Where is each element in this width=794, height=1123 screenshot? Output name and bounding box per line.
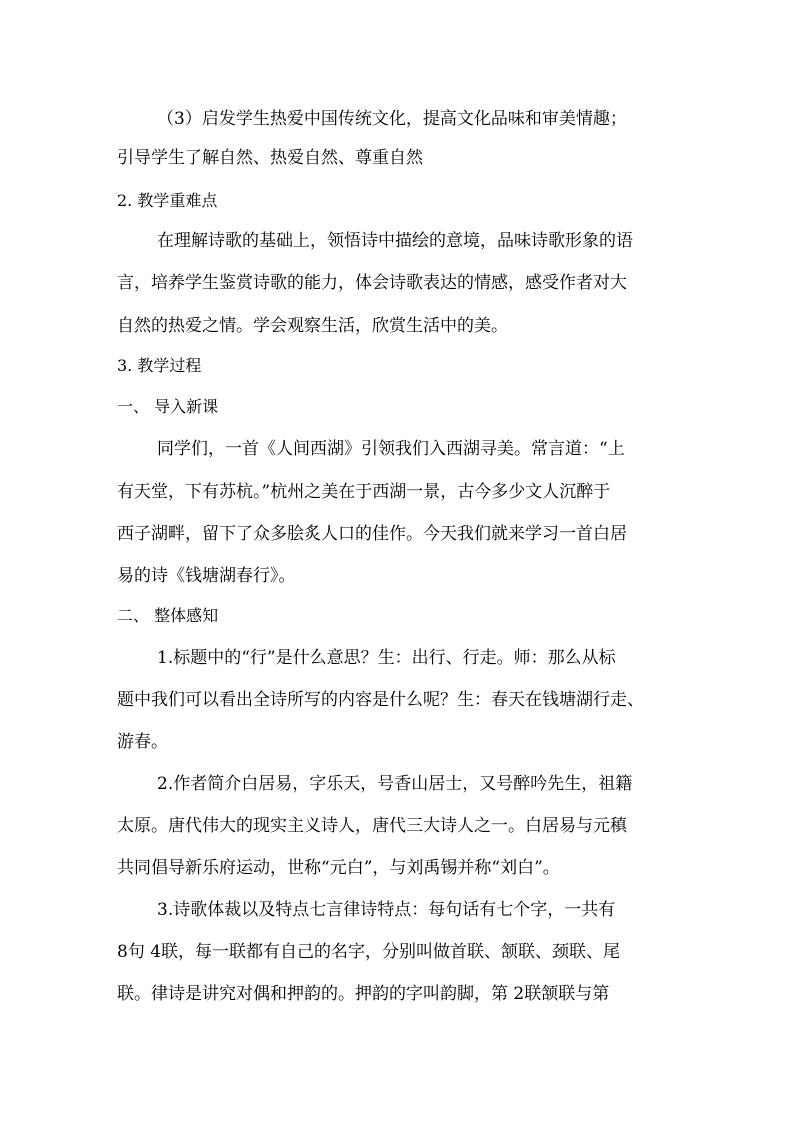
text-line-18: 太原。唐代伟大的现实主义诗人，唐代三大诗人之一。白居易与元稹 [117,816,627,836]
text-line-19: 共同倡导新乐府运动，世称“元白”，与刘禹锡并称“刘白”。 [117,858,560,878]
text-line-10: 有天堂，下有苏杭。”杭州之美在于西湖一景，古今多少文人沉醉于 [117,482,611,502]
text-line-21: 8句 4联，每一联都有自己的名字，分别叫做首联、颔联、颈联、尾 [117,942,621,962]
text-line-2: 引导学生了解自然、热爱自然、尊重自然 [117,148,423,168]
text-line-4: 在理解诗歌的基础上，领悟诗中描绘的意境，品味诗歌形象的语 [157,231,633,251]
text-line-17: 2.作者简介白居易，字乐天，号香山居士，又号醉吟先生，祖籍 [157,774,633,794]
text-line-12: 易的诗《钱塘湖春行》。 [117,566,296,586]
subsection-heading-overview: 二、 整体感知 [117,606,219,625]
text-line-5: 言，培养学生鉴赏诗歌的能力，体会诗歌表达的情感，感受作者对大 [117,273,627,293]
text-line-9: 同学们，一首《人间西湖》引领我们入西湖寻美。常言道：“上 [157,439,625,459]
section-heading-teaching-process: 3. 教学过程 [117,356,202,375]
text-line-20: 3.诗歌体裁以及特点七言律诗特点：每句话有七个字，一共有 [157,900,616,920]
text-line-6: 自然的热爱之情。学会观察生活，欣赏生活中的美。 [117,316,508,336]
text-line-16: 游春。 [117,732,168,752]
text-line-1: （3）启发学生热爱中国传统文化，提高文化品味和审美情趣； [157,109,627,129]
text-line-22: 联。律诗是讲究对偶和押韵的。押韵的字叫韵脚，第 2联颔联与第 [117,984,610,1004]
text-line-11: 西子湖畔，留下了众多脍炙人口的佳作。今天我们就来学习一首白居 [117,524,627,544]
text-line-14: 1.标题中的“行”是什么意思？生：出行、行走。师：那么从标 [157,648,616,668]
section-heading-teaching-focus: 2. 教学重难点 [117,191,218,210]
text-line-15: 题中我们可以看出全诗所写的内容是什么呢？生：春天在钱塘湖行走、 [117,690,644,710]
subsection-heading-intro: 一、 导入新课 [117,397,219,416]
